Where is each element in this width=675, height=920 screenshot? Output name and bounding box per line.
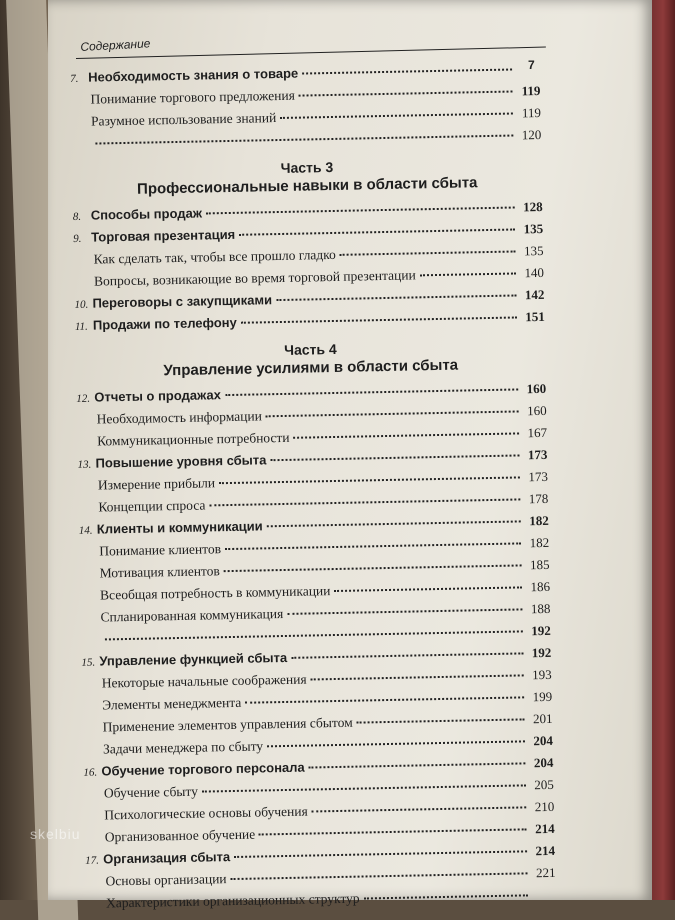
entry-title: Необходимость знания о товаре (88, 66, 298, 85)
dot-leader (270, 454, 519, 461)
entry-title: Некоторые начальные соображения (102, 672, 307, 692)
dot-leader (364, 894, 528, 899)
chapter-number: 12. (76, 393, 94, 405)
dot-leader (267, 740, 525, 747)
entry-title: Торговая презентация (91, 227, 235, 245)
entry-title: Продажи по телефону (93, 315, 237, 333)
dot-leader (291, 652, 523, 658)
dot-leader (287, 608, 522, 615)
entry-page: 221 (531, 865, 555, 881)
entry-page: 142 (520, 287, 544, 303)
entry-page: 182 (525, 535, 549, 551)
entry-page: 192 (527, 623, 551, 639)
entry-title: Характеристики организационных структур (106, 891, 360, 912)
entry-page: 140 (520, 265, 544, 281)
entry-title: Элементы менеджмента (102, 695, 241, 714)
dot-leader (299, 91, 513, 97)
entry-page: 173 (524, 469, 548, 485)
dot-leader (420, 272, 516, 276)
entry-title: Способы продаж (91, 205, 202, 222)
entry-title: Повышение уровня сбыта (95, 452, 266, 470)
dot-leader (95, 135, 513, 145)
part-label: Часть 4 (75, 337, 545, 364)
entry-title: Задачи менеджера по сбыту (103, 738, 263, 757)
entry-page: 182 (525, 513, 549, 529)
entry-title: Обучение торгового персонала (101, 760, 305, 779)
entry-title: Всеобщая потребность в коммуникации (100, 583, 331, 603)
dot-leader (267, 520, 521, 527)
dot-leader (266, 410, 519, 417)
chapter-number: 13. (77, 459, 95, 471)
entry-page: 192 (527, 645, 551, 661)
dot-leader (239, 228, 515, 235)
entry-page: 201 (528, 711, 552, 727)
entry-page: 119 (517, 105, 541, 121)
entry-title: Психологические основы обучения (104, 804, 308, 824)
dot-leader (312, 806, 527, 812)
dot-leader (224, 564, 522, 572)
entry-title: Основы организации (105, 871, 226, 889)
dot-leader (202, 784, 526, 792)
dot-leader (231, 872, 528, 880)
entry-title: Организованное обучение (105, 827, 256, 846)
entry-page: 167 (523, 425, 547, 441)
entry-title: Отчеты о продажах (94, 387, 221, 404)
dot-leader (294, 432, 520, 438)
dot-leader (340, 250, 516, 255)
entry-title: Клиенты и коммуникации (97, 518, 263, 536)
entry-page: 178 (524, 491, 548, 507)
entry-page: 160 (522, 403, 546, 419)
entry-page: 120 (517, 127, 541, 143)
entry-title: Мотивация клиентов (100, 563, 220, 581)
chapter-number: 17. (85, 855, 103, 867)
entry-title: Переговоры с закупщиками (92, 292, 272, 310)
chapter-number: 16. (83, 767, 101, 779)
entry-page: 204 (529, 733, 553, 749)
part-label: Часть 3 (72, 155, 542, 182)
chapter-number: 10. (74, 299, 92, 311)
entry-title: Как сделать так, чтобы все прошло гладко (93, 247, 335, 268)
dot-leader (219, 476, 520, 484)
entry-title: Понимание торгового предложения (90, 88, 295, 108)
part-title: Управление усилиями в области сбыта (76, 355, 546, 390)
entry-title: Концепции спроса (98, 497, 205, 515)
entry-title: Организация сбыта (103, 849, 230, 866)
dot-leader (234, 850, 527, 858)
entry-page: 210 (530, 799, 554, 815)
entry-title: Коммуникационные потребности (97, 430, 290, 450)
chapter-number: 11. (75, 321, 93, 333)
chapter-number: 15. (81, 657, 99, 669)
dot-leader (357, 718, 525, 723)
entry-page: 205 (530, 777, 554, 793)
watermark: skelbiu (30, 826, 81, 842)
entry-page: 188 (526, 601, 550, 617)
part-title: Профессиональные навыки в области сбыта (72, 173, 542, 208)
entry-title: Обучение сбыту (104, 784, 198, 802)
chapter-number: 7. (70, 73, 88, 85)
dot-leader (259, 828, 527, 835)
running-header: Содержание (80, 36, 151, 54)
dot-leader (245, 696, 524, 703)
entry-title: Необходимость информации (97, 408, 262, 427)
entry-page: 214 (531, 843, 555, 859)
entry-title: Понимание клиентов (99, 541, 221, 559)
dot-leader (225, 542, 521, 550)
chapter-number: 9. (73, 233, 91, 245)
dot-leader (276, 294, 516, 301)
dot-leader (206, 206, 515, 214)
dot-leader (280, 113, 513, 119)
entry-page: 128 (519, 199, 543, 215)
entry-page: 135 (519, 221, 543, 237)
entry-title: Спланированная коммуникация (100, 606, 283, 626)
entry-page: 186 (526, 579, 550, 595)
dot-leader (209, 498, 520, 506)
entry-page: 135 (519, 243, 543, 259)
dot-leader (309, 762, 526, 768)
entry-page: 151 (521, 309, 545, 325)
entry-title: Разумное использование знаний (91, 110, 277, 130)
dot-leader (225, 388, 518, 396)
page-number: 7 (528, 58, 535, 72)
entry-title: Вопросы, возникающие во время торговой презентации (94, 267, 416, 289)
entry-page: 199 (528, 689, 552, 705)
entry-page: 119 (516, 83, 540, 99)
chapter-number: 8. (73, 211, 91, 223)
entry-page: 214 (531, 821, 555, 837)
entry-title: Измерение прибыли (98, 475, 215, 493)
dot-leader (302, 69, 512, 75)
table-of-contents (70, 61, 556, 918)
entry-page: 160 (522, 381, 546, 397)
dot-leader (105, 630, 523, 640)
dot-leader (241, 316, 517, 323)
dot-leader (311, 674, 524, 680)
entry-title: Управление функцией сбыта (99, 650, 287, 669)
chapter-number: 14. (79, 525, 97, 537)
entry-page: 204 (529, 755, 553, 771)
entry-page: 173 (523, 447, 547, 463)
dot-leader (334, 586, 522, 592)
entry-page: 185 (525, 557, 549, 573)
entry-page: 193 (528, 667, 552, 683)
entry-title: Применение элементов управления сбытом (102, 715, 352, 736)
